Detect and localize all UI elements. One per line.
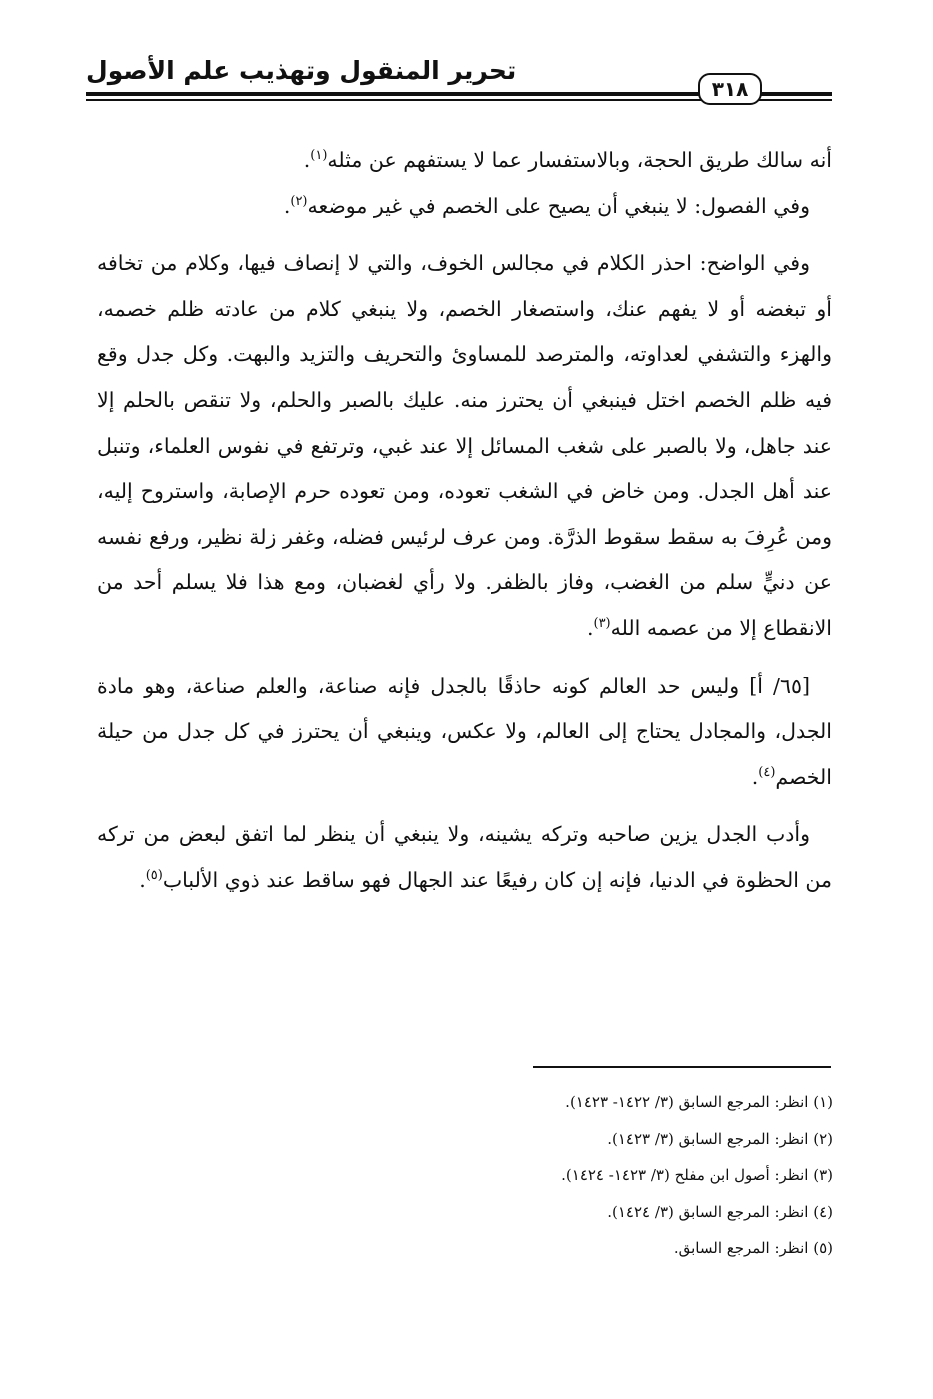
footnote-3: (٣) انظر: أصول ابن مفلح (٣/ ١٤٢٣- ١٤٢٤). xyxy=(561,1166,833,1184)
paragraph-end: . xyxy=(283,193,291,218)
page-header xyxy=(86,52,832,112)
paragraph-text: وفي الواضح: احذر الكلام في مجالس الخوف، والتي لا إنصاف فيها، وكلام من تخافه أو تبغضه أو لا يفهم عنك، واستصغار الخصم، ولا ينبغي كلام من عادته ظلم خصمه، والهزء والتشفي لعداوته، والمترصد للمساوئ والتحريف والتزيد والبهت. وكل جدل وقع فيه ظلم الخصم اختل فينبغي أن يحترز منه. عليك بالصبر والحلم، ولا تنقص بالحلم إلا عند جاهل، ولا بالصبر على شغب المسائل إلا عند غبي، وترتفع في نفوس العلماء، وتنبل عند أهل الجدل. ومن خاض في الشغب تعوده، ومن تعوده حرم الإصابة، واستروح إليه، ومن عُرِفَ به سقط سقوط الذرَّة. ومن عرف لرئيس فضله، وغفر زلة نظير، ورفع نفسه عن دنيٍّ سلم من الغضب، وفاز بالظفر. ولا رأي لغضبان، ومع هذا فلا يسلم أحد من الانقطاع إلا من عصمه الله xyxy=(97,251,832,640)
paragraph-end: . xyxy=(139,867,146,892)
main-text xyxy=(97,138,832,904)
paragraph-text: أنه سالك طريق الحجة، وبالاستفسار عما لا يستفهم عن مثله xyxy=(327,148,832,172)
footnote-ref-1[interactable]: (١) xyxy=(310,148,328,164)
footnote-4: (٤) انظر: المرجع السابق (٣/ ١٤٢٤). xyxy=(607,1202,833,1221)
paragraph-text: [٦٥/ أ] وليس حد العالم كونه حاذقًا بالجدل فإنه صناعة، والعلم صناعة، وهو مادة الجدل، والمجادل يحتاج إلى العالم، ولا عكس، وينبغي أن يحترز في كل جدل من حيلة الخصم xyxy=(97,673,832,789)
paragraph-5 xyxy=(97,812,832,903)
footnote-1: (١) انظر: المرجع السابق (٣/ ١٤٢٢- ١٤٢٣). xyxy=(565,1093,833,1111)
footnote-ref-2[interactable]: (٢) xyxy=(290,193,308,209)
paragraph-3 xyxy=(97,241,832,651)
footnote-ref-4[interactable]: (٤) xyxy=(758,764,776,780)
paragraph-text: وفي الفصول: لا ينبغي أن يصيح على الخصم في غير موضعه xyxy=(307,193,810,218)
paragraph-end: . xyxy=(586,615,594,640)
paragraph-4 xyxy=(97,664,832,801)
footnote-ref-5[interactable]: (٥) xyxy=(145,868,163,884)
page-number: ٣١٨ xyxy=(698,73,762,105)
paragraph-2 xyxy=(97,184,832,230)
paragraph-end: . xyxy=(303,148,311,172)
footnote-separator xyxy=(533,1066,831,1068)
footnote-5: (٥) انظر: المرجع السابق. xyxy=(673,1239,833,1257)
running-title: تحرير المنقول وتهذيب علم الأصول xyxy=(86,56,517,85)
paragraph-text: وأدب الجدل يزين صاحبه وتركه يشينه، ولا ينبغي أن ينظر لما اتفق لبعض من تركه من الحظوة في الدنيا، فإنه إن كان رفيعًا عند الجهال فهو ساقط عند ذوي الألباب xyxy=(97,822,832,892)
footnote-2: (٢) انظر: المرجع السابق (٣/ ١٤٢٣). xyxy=(607,1129,833,1148)
footnotes xyxy=(333,1084,833,1267)
paragraph-1 xyxy=(97,138,832,184)
footnote-ref-3[interactable]: (٣) xyxy=(593,616,611,632)
paragraph-end: . xyxy=(751,764,759,789)
